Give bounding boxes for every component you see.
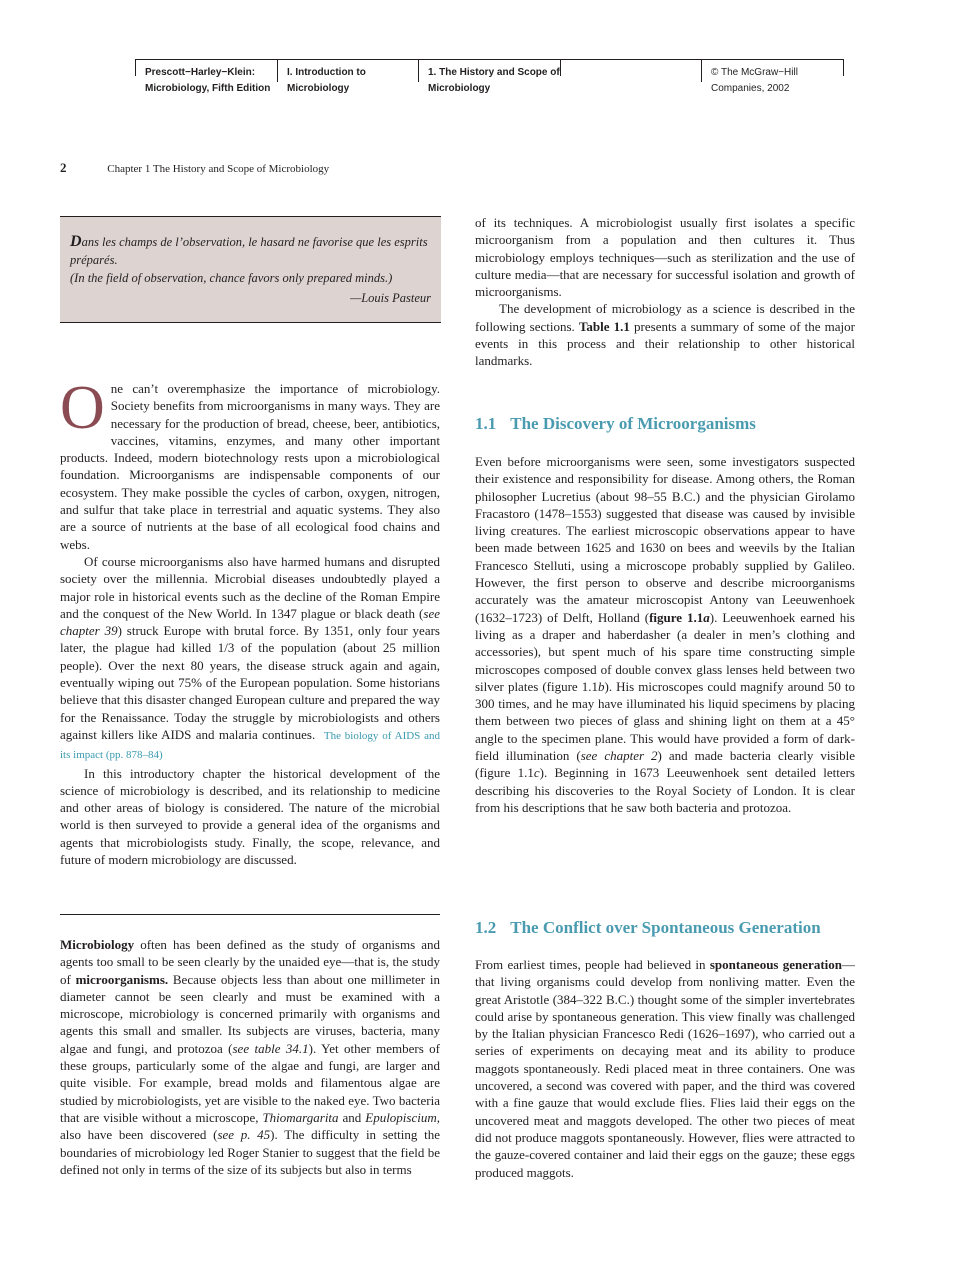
copyright-year: Companies, 2002 — [711, 83, 790, 94]
figure-panel-letter: c — [533, 765, 540, 781]
definition-text — [60, 936, 440, 1178]
text-run: Because objects less than about one millimeter in diameter cannot be seen clearly and must be examined with a microscope, microbiology is concerned primarily with organisms and agents this small and smaller. Its subjects are viruses, bacteria, many algae and fungi, and protozoa ( — [60, 971, 440, 1056]
header-cell-copyright — [701, 59, 798, 94]
text-run: ) struck Europe with brutal force. By 1351, only four years later, the plague had killed 1/3 of the population (about 25 million people). Over the next 80 years, the disease struck again and again, eventually wiping out 75% of the European population. Some historians believe that this disaster changed European culture and prepared the way for the Renaissance. Today the struggle by microbiologists and others against killers like AIDS and malaria continues. — [60, 623, 440, 742]
text-run: —that living organisms could develop from nonliving matter. Even the great Aristotle (384–322 B.C.) thought some of the simpler invertebrates could arise by spontaneous generation. This view finally was challenged by the Italian physician Francesco Redi (1626–1697), who carried out a series of experiments on decaying meat and its ability to produce maggots spontaneously. Redi placed meat in three containers. One was uncovered, a second was covered with paper, and the third was covered with a fine gauze that would exclude flies. Flies laid their eggs on the uncovered meat and maggots developed. The other two pieces of meat did not produce maggots spontaneously. However, flies were attracted to the gauze-covered container and laid their eggs on the gauze; these eggs produced maggots. — [475, 957, 855, 1180]
intro-paragraph — [60, 374, 440, 553]
intro-paragraph — [60, 553, 440, 765]
epigraph-english: (In the field of observation, chance favors only prepared minds.) — [70, 271, 393, 285]
epigraph-attribution: —Louis Pasteur — [350, 291, 431, 305]
page-reference: see p. 45 — [217, 1127, 271, 1143]
right-column-top — [475, 214, 855, 370]
text-run: From earliest times, people had believed in — [475, 957, 710, 972]
drop-cap: O — [60, 374, 105, 442]
figure-panel-letter: b — [598, 678, 605, 694]
intro-paragraph-text: ne can’t overemphasize the importance of microbiology. Society benefits from microorganisms in many ways. They are necessary for the production of bread, cheese, beer, antibiotics, vaccines, vitamins, enzymes, and many other important products. Indeed, modern biotechnology rests upon a microbiological foundation. Microorganisms are indispensable components of our ecosystem. They make possible the cycles of carbon, oxygen, nitrogen, and sulfur that take place in terrestrial and aquatic systems. They also are a source of nutrients at the base of all ecological food chains and webs. — [60, 381, 440, 552]
cross-reference-link[interactable]: The biology of AIDS and its impact (pp. 878–84) — [60, 729, 441, 762]
chapter-reference: see chapter 39 — [60, 605, 440, 639]
header-cell-chapter — [418, 59, 560, 94]
body-paragraph — [475, 300, 855, 369]
text-run: ). The difficulty in setting the boundaries of microbiology led Roger Stanier to suggest that the field be defined not only in terms of the size of its subjects but also in terms — [60, 1127, 440, 1177]
text-run: ). Beginning in 1673 Leeuwenhoek sent detailed letters describing his discoveries to the Royal Society of London. It is clear from his descriptions that he saw both bacteria and protozoa. — [475, 765, 855, 815]
definition-paragraph — [60, 936, 440, 1178]
header-cell-book — [145, 59, 271, 94]
body-paragraph — [475, 453, 855, 816]
chapter-subtitle: Microbiology — [428, 83, 491, 94]
text-run: often has been defined as the study of organisms and agents too small to be seen clearly by the unaided eye—that is, the study of — [60, 937, 440, 987]
epigraph-box — [60, 216, 441, 323]
section-1-1-text — [475, 453, 855, 816]
header-divider — [843, 59, 844, 76]
text-run: ). Leeuwenhoek earned his living as a draper and haberdasher (a dealer in men’s clothing and accessories), but spent much of his spare time constructing simple microscopes composed of double convex glass lenses held between two silver plates (figure 1.1 — [475, 609, 855, 694]
section-1-2-text — [475, 956, 855, 1181]
intro-paragraph: In this introductory chapter the historical development of the science of microbiology is described, and its relationship to medicine and other areas of biology is considered. The nature of the microbial world is then surveyed to provide a general idea of the organisms and agents that microbiologists study. Finally, the scope, relevance, and future of modern microbiology are discussed. — [60, 765, 440, 868]
figure-reference: figure 1.1 — [649, 609, 704, 625]
figure-panel-letter: a — [703, 609, 710, 625]
epigraph-french — [70, 233, 431, 269]
text-run: also have been discovered ( — [60, 1127, 218, 1143]
section-number: 1.1 — [475, 414, 497, 433]
header-divider — [560, 59, 561, 76]
table-reference: Table 1.1 — [578, 318, 630, 334]
epigraph-french-text: ans les champs de l’observation, le hasard ne favorise que les esprits préparés. — [70, 235, 428, 267]
key-term: microorganisms. — [75, 971, 169, 987]
text-run: The development of microbiology as a science is described in the following sections. — [475, 301, 855, 334]
text-run: ). His microscopes could magnify around 50 to 300 times, and he may have illuminated his liquid specimens by placing them between two pieces of glass and shining light on them at a 45° angle to the specimen plane. This would have provided a form of dark-field illumination ( — [475, 678, 855, 764]
book-authors: Prescott−Harley−Klein: — [145, 67, 256, 78]
bibliographic-header — [135, 59, 844, 95]
text-run: ) and made bacteria clearly visible (figure 1.1 — [475, 748, 855, 781]
table-reference: see table 34.1 — [232, 1040, 309, 1056]
header-divider — [135, 59, 136, 76]
text-run: Even before microorganisms were seen, some investigators suspected their existence and responsibility for disease. Among others, the Roman philosopher Lucretius (about 98–55 B.C.) and the physician Girolamo Fracastoro (1478–1553) suggested that disease was caused by invisible living creatures. The earliest microscopic observations appear to have been made between 1625 and 1630 on bees and weevils by the Italian Francesco Stelluti, using a microscope probably supplied by Galileo. However, the first person to observe and describe microorganisms accurately was the amateur microscopist Antony van Leeuwenhoek (1632–1723) of Delft, Holland ( — [475, 454, 855, 625]
species-name: Thiomargarita — [262, 1109, 339, 1125]
copyright-holder: © The McGraw−Hill — [711, 67, 798, 78]
key-term: Microbiology — [60, 937, 135, 952]
text-run: Of course microorganisms also have harmed humans and disrupted society over the millennia. Microbial diseases undoubtedly played a major role in historical events such as the decline of the Roman Empire and the conquest of the New World. In 1347 plague or black death ( — [60, 553, 440, 621]
intro-text — [60, 374, 441, 868]
section-heading — [475, 918, 821, 938]
body-paragraph — [475, 956, 855, 1181]
text-run: ). Yet other members of these groups, particularly some of the algae and fungi, are larger and quite visible. For example, bread molds and filamentous algae are studied by microbiologists, yet are visible to the naked eye. Two bacteria that are visible without a microscope, — [60, 1040, 441, 1125]
chapter-title: 1. The History and Scope of — [428, 67, 560, 78]
part-title: I. Introduction to — [287, 67, 366, 78]
running-title: Chapter 1 The History and Scope of Microbiology — [107, 163, 330, 175]
section-divider — [60, 914, 440, 915]
section-heading — [475, 414, 756, 434]
section-number: 1.2 — [475, 918, 497, 937]
book-title: Microbiology, Fifth Edition — [145, 83, 271, 94]
species-name: Epulopiscium, — [365, 1109, 440, 1125]
text-run: and — [338, 1109, 366, 1125]
chapter-reference: see chapter 2 — [580, 748, 658, 764]
header-cell-part — [277, 59, 366, 94]
section-title: The Discovery of Microorganisms — [510, 414, 756, 433]
body-paragraph: of its techniques. A microbiologist usually first isolates a specific microorganism from a population and then cultures it. Thus microbiology employs techniques—such as sterilization and the use of culture media—that are necessary for successful isolation and growth of microorganisms. — [475, 215, 855, 300]
text-run: presents a summary of some of the major events in this process and their relationship to other historical landmarks. — [475, 318, 855, 369]
section-title: The Conflict over Spontaneous Generation — [510, 918, 821, 937]
page-number: 2 — [60, 160, 67, 175]
epigraph-initial: D — [70, 233, 82, 250]
part-subtitle: Microbiology — [287, 83, 350, 94]
running-header — [60, 160, 329, 176]
key-term: spontaneous generation — [709, 957, 842, 972]
